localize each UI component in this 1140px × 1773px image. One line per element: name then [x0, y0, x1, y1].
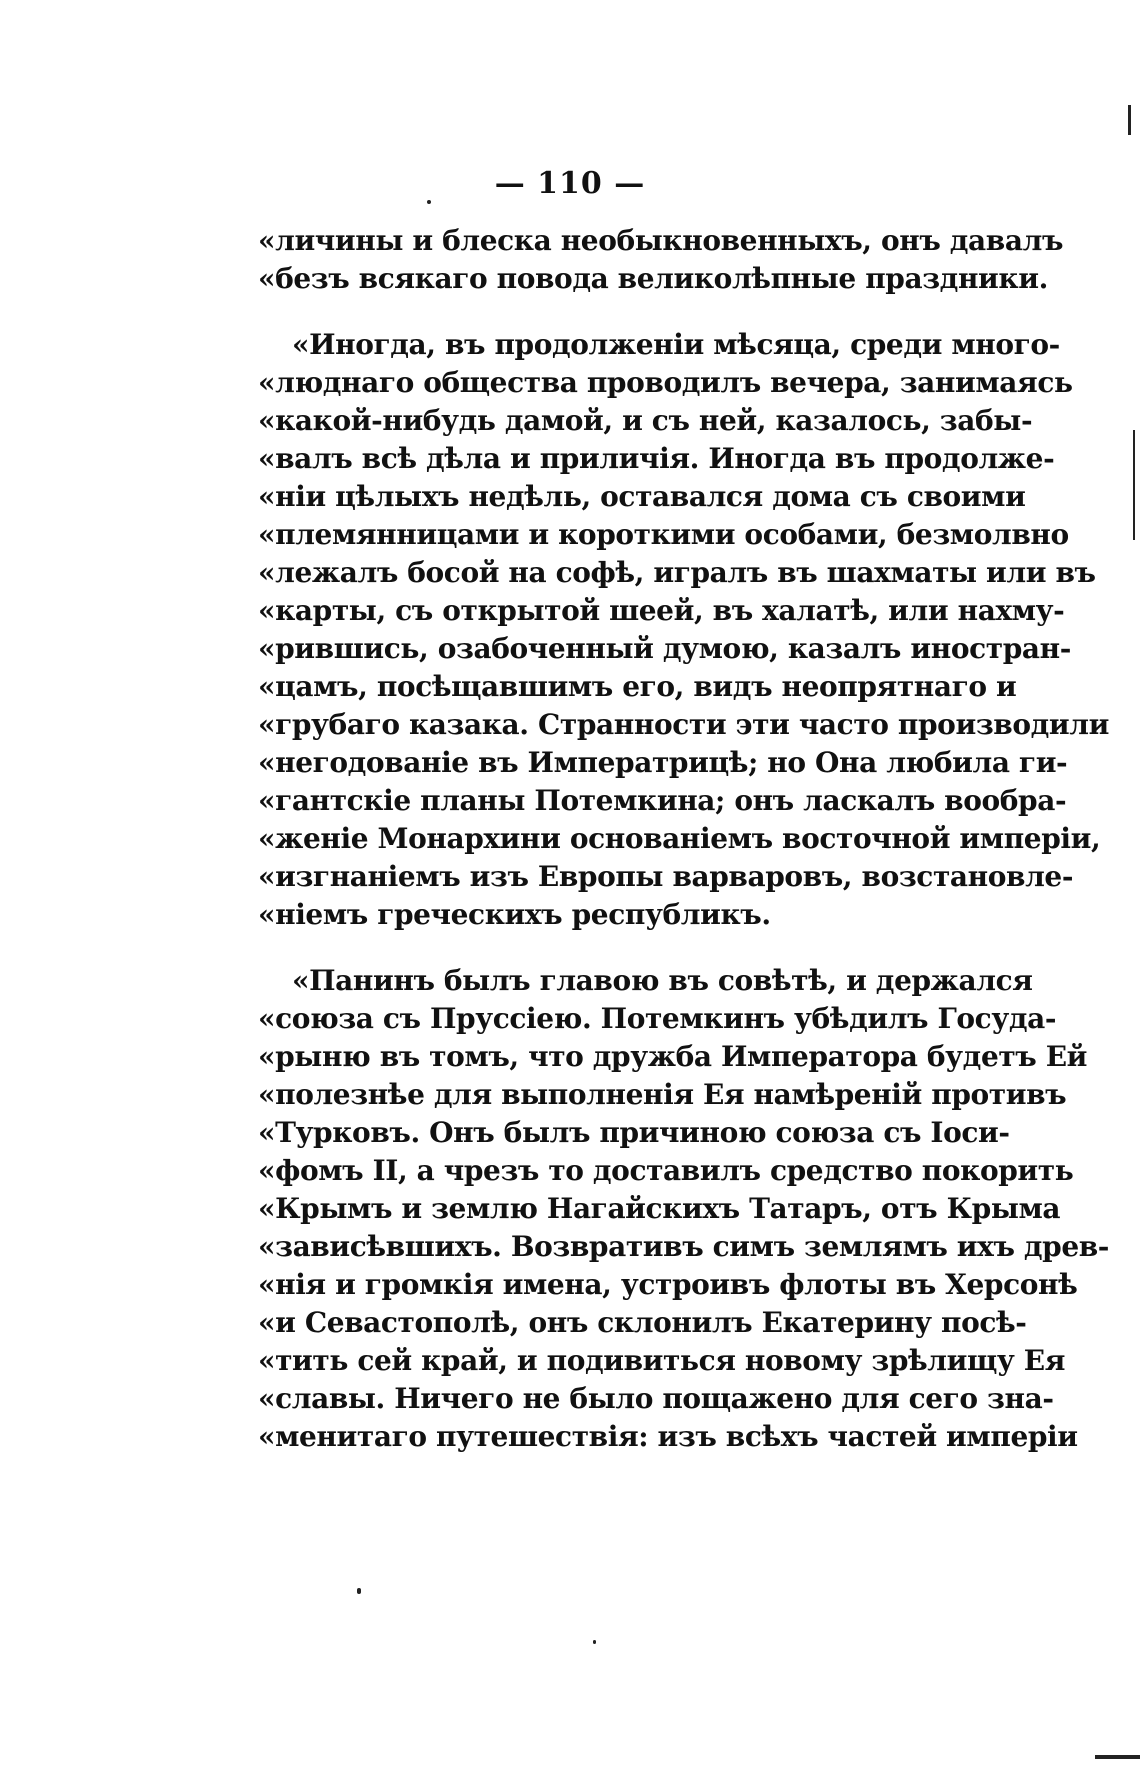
scan-edge-mark — [1095, 1755, 1140, 1759]
text-line: «зависѣвшихъ. Возвративъ симъ землямъ ихъ древ- — [258, 1230, 1110, 1263]
text-line: «Турковъ. Онъ былъ причиною союза съ Іоси- — [258, 1116, 1010, 1149]
scan-speck — [357, 1588, 361, 1594]
text-line: «какой-нибудь дамой, и съ ней, казалось, забы- — [258, 404, 1033, 437]
text-line: «Иногда, въ продолженіи мѣсяца, среди много- — [292, 328, 1060, 361]
text-line: «полезнѣе для выполненія Ея намѣреній противъ — [258, 1078, 1067, 1111]
text-line: «менитаго путешествія: изъ всѣхъ частей имперіи — [258, 1420, 1078, 1453]
text-line: «личины и блеска необыкновенныхъ, онъ давалъ — [258, 224, 1064, 257]
text-line: «и Севастополѣ, онъ склонилъ Екатерину посѣ- — [258, 1306, 1027, 1339]
text-line: «фомъ II, а чрезъ то доставилъ средство покорить — [258, 1154, 1074, 1187]
text-line: «тить сей край, и подивиться новому зрѣлищу Ея — [258, 1344, 1066, 1377]
paragraph-2 — [258, 326, 1109, 934]
text-line: «гантскіе планы Потемкина; онъ ласкалъ вообра- — [258, 784, 1067, 817]
text-line: «ніи цѣлыхъ недѣль, оставался дома съ своими — [258, 480, 1026, 513]
text-line: «женіе Монархини основаніемъ восточной имперіи, — [258, 822, 1101, 855]
text-line: «ніемъ греческихъ республикъ. — [258, 898, 771, 931]
text-line: «валъ всѣ дѣла и приличія. Иногда въ продолже- — [258, 442, 1055, 475]
text-line: «племянницами и короткими особами, безмолвно — [258, 518, 1069, 551]
text-line: «цамъ, посѣщавшимъ его, видъ неопрятнаго и — [258, 670, 1017, 703]
text-line: «Панинъ былъ главою въ совѣтѣ, и держался — [292, 964, 1033, 997]
text-line: «изгнаніемъ изъ Европы варваровъ, возстановле- — [258, 860, 1074, 893]
text-line: «лежалъ босой на софѣ, игралъ въ шахматы или въ — [258, 556, 1096, 589]
text-line: «Крымъ и землю Нагайскихъ Татаръ, отъ Крыма — [258, 1192, 1061, 1225]
text-line: «союза съ Пруссіею. Потемкинъ убѣдилъ Госуда- — [258, 1002, 1057, 1035]
text-line: «люднаго общества проводилъ вечера, занимаясь — [258, 366, 1073, 399]
text-line: «славы. Ничего не было пощажено для сего зна- — [258, 1382, 1054, 1415]
scan-edge-mark — [1128, 105, 1131, 135]
text-line: «нія и громкія имена, устроивъ флоты въ Херсонѣ — [258, 1268, 1078, 1301]
scan-speck — [593, 1640, 596, 1644]
paragraph-1 — [258, 222, 1064, 298]
scan-edge-mark — [1133, 430, 1135, 540]
scan-speck — [427, 200, 431, 204]
page-number: — 110 — — [494, 166, 646, 201]
text-line: «рыню въ томъ, что дружба Императора будетъ Ей — [258, 1040, 1088, 1073]
text-line: «карты, съ открытой шеей, въ халатѣ, или нахму- — [258, 594, 1065, 627]
paragraph-3 — [258, 962, 1110, 1456]
text-line: «рившись, озабоченный думою, казалъ иностран- — [258, 632, 1071, 665]
text-line: «грубаго казака. Странности эти часто производили — [258, 708, 1109, 741]
text-line: «безъ всякаго повода великолѣпные праздники. — [258, 262, 1048, 295]
body-text — [258, 222, 1110, 1456]
text-line: «негодованіе въ Императрицѣ; но Она любила ги- — [258, 746, 1068, 779]
